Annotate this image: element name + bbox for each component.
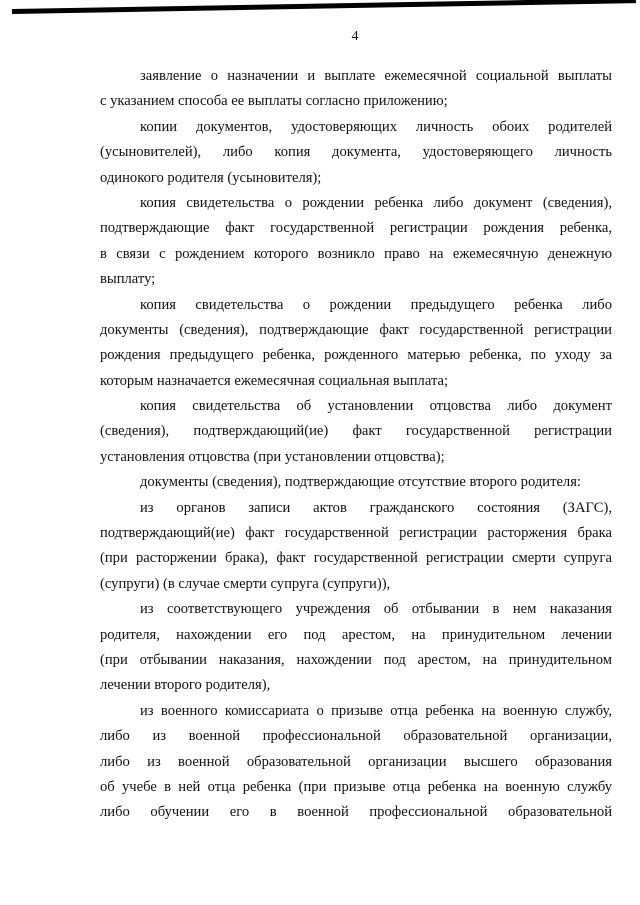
text-line: из органов записи актов гражданского состояния (ЗАГС), <box>140 499 612 516</box>
text-line: установления отцовства (при установлении отцовства); <box>100 448 445 465</box>
text-line: (при расторжении брака), факт государственной регистрации смерти супруга <box>100 550 612 567</box>
text-line: (при отбывании наказания, нахождении под арестом, на принудительном <box>100 651 612 668</box>
text-line: либо из военной профессиональной образовательной организации, <box>100 728 612 745</box>
paragraph <box>100 293 612 395</box>
text-line: родителя, нахождении его под арестом, на принудительном лечении <box>100 626 612 643</box>
text-line: в связи с рождением которого возникло право на ежемесячную денежную <box>100 245 612 262</box>
paragraph <box>100 394 612 470</box>
text-line: одинокого родителя (усыновителя); <box>100 169 322 186</box>
text-line: из военного комиссариата о призыве отца ребенка на военную службу, <box>140 702 612 719</box>
paragraph <box>100 191 612 293</box>
text-line: рождения предыдущего ребенка, рожденного матерью ребенка, по уходу за <box>100 347 612 364</box>
text-line: документы (сведения), подтверждающие отсутствие второго родителя: <box>140 474 581 491</box>
text-line: которым назначается ежемесячная социальная выплата; <box>100 372 449 389</box>
text-line: (супруги) (в случае смерти супруга (супруги)), <box>100 575 391 592</box>
text-line: либо из военной образовательной организации высшего образования <box>100 753 612 770</box>
text-line: (сведения), подтверждающий(ие) факт государственной регистрации <box>100 423 612 440</box>
text-line: подтверждающий(ие) факт государственной регистрации расторжения брака <box>100 525 612 542</box>
text-line: заявление о назначении и выплате ежемесячной социальной выплаты <box>140 68 612 84</box>
paragraph <box>100 699 612 826</box>
text-line: копии документов, удостоверяющих личность обоих родителей <box>140 118 612 135</box>
text-line: копия свидетельства о рождении предыдущего ребенка либо <box>140 296 612 313</box>
text-line: либо обучении его в военной профессиональной образовательной <box>100 804 612 821</box>
header-rule <box>12 0 636 14</box>
text-line: выплату; <box>100 271 156 288</box>
document-body <box>100 64 612 826</box>
paragraph <box>100 64 612 115</box>
text-line: с указанием способа ее выплаты согласно приложению; <box>100 93 448 110</box>
text-line: из соответствующего учреждения об отбывании в нем наказания <box>140 601 612 618</box>
paragraph <box>100 470 612 495</box>
paragraph <box>100 496 612 598</box>
text-line: подтверждающие факт государственной регистрации рождения ребенка, <box>100 220 612 237</box>
text-line: лечении второго родителя), <box>100 677 271 694</box>
paragraph <box>100 597 612 699</box>
text-line: об учебе в ней отца ребенка (при призыве отца ребенка на военную службу <box>100 778 612 795</box>
text-line: (усыновителей), либо копия документа, удостоверяющего личность <box>100 144 612 161</box>
text-line: копия свидетельства об установлении отцовства либо документ <box>140 398 612 415</box>
page-number: 4 <box>351 29 359 44</box>
text-line: документы (сведения), подтверждающие факт государственной регистрации <box>100 321 612 338</box>
paragraph <box>100 115 612 191</box>
text-line: копия свидетельства о рождении ребенка либо документ (сведения), <box>140 194 612 211</box>
